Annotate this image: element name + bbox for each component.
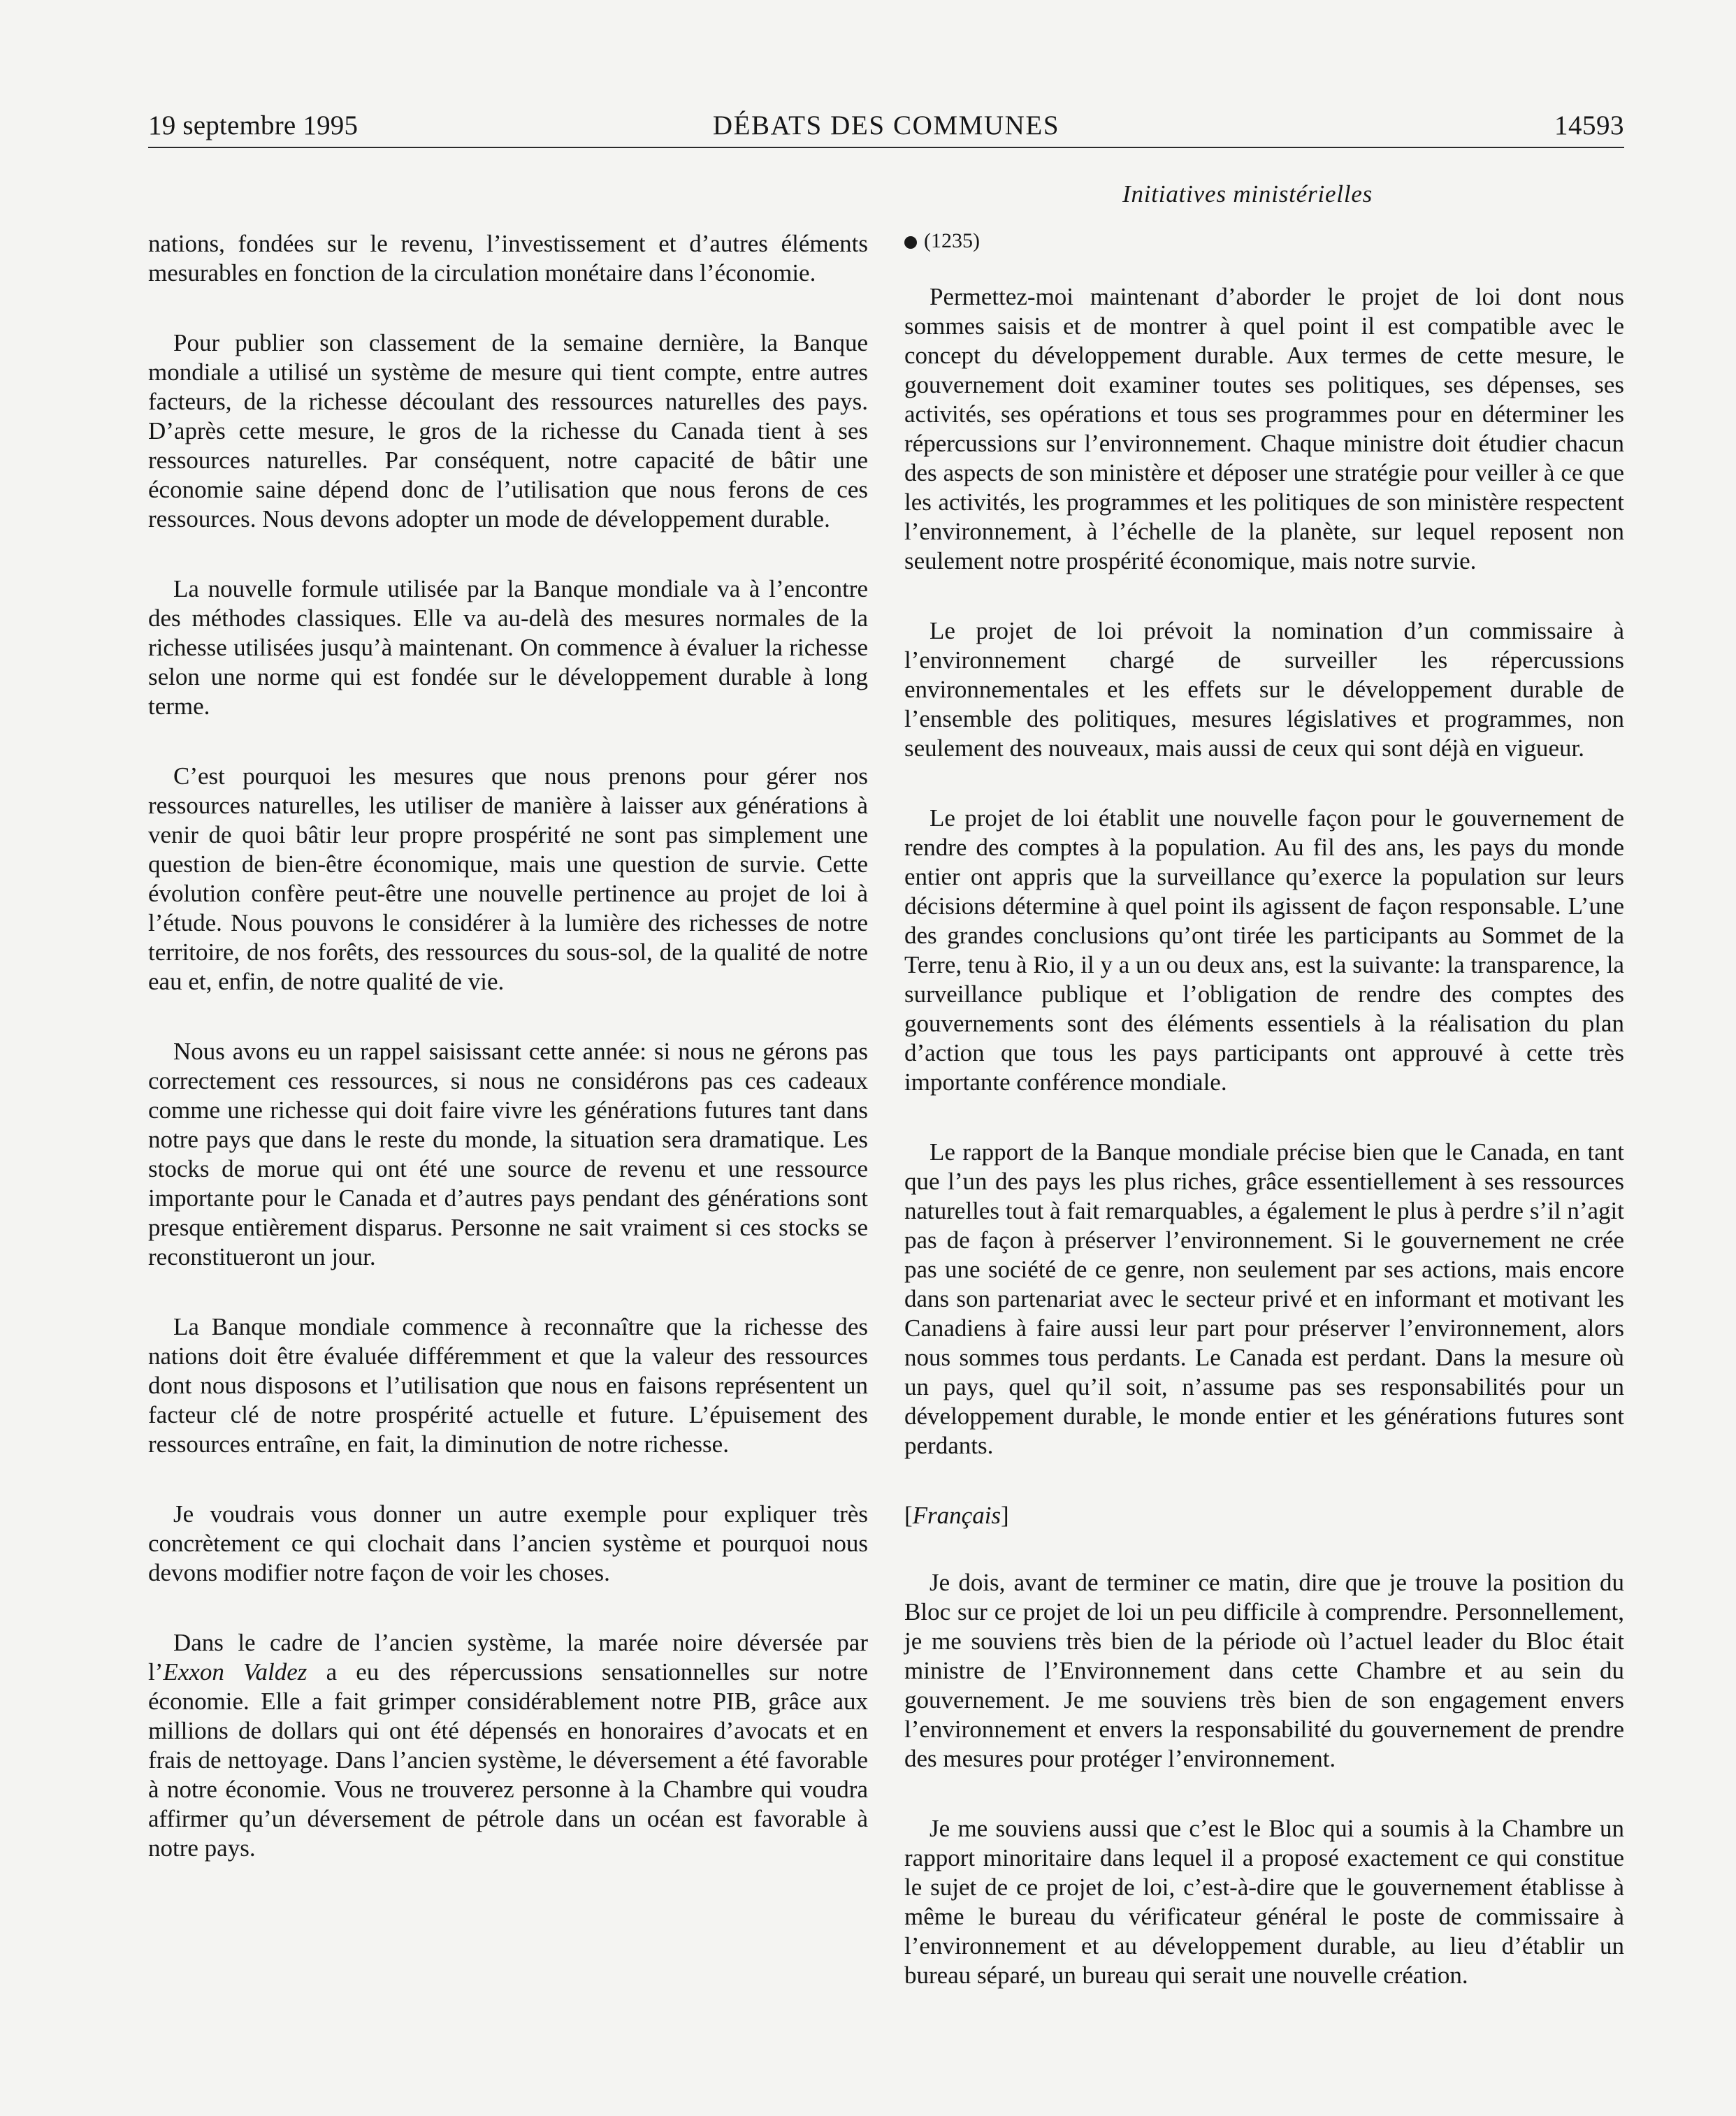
header-title: DÉBATS DES COMMUNES	[712, 110, 1060, 140]
paragraph-exxon-valdez	[148, 1628, 868, 1863]
paragraph-text: Dans le cadre de l’ancien système, la marée noire déversée par l’	[148, 1629, 868, 1686]
language-tag-open: [	[904, 1502, 913, 1529]
page-number: 14593	[1554, 110, 1624, 140]
paragraph: Je dois, avant de terminer ce matin, dire que je trouve la position du Bloc sur ce projet de loi un peu difficile à comprendre. Personnellement, je me souviens très bien de la période où l’actuel leader du Bloc était ministre de l’Environnement dans cette Chambre et au sein du gouvernement. Je me souviens très bien de son engagement envers l’environnement et envers la responsabilité du gouvernement de prendre des mesures pour protéger l’environnement.	[904, 1569, 1624, 1772]
left-column	[148, 229, 868, 1904]
paragraph: La nouvelle formule utilisée par la Banque mondiale va à l’encontre des méthodes classiques. Elle va au-delà des mesures normales de la richesse utilisées jusqu’à maintenant. On commence à évaluer la richesse selon une norme qui est fondée sur le développement durable à long terme.	[148, 575, 868, 720]
paragraph: Le projet de loi prévoit la nomination d’un commissaire à l’environnement chargé de surveiller les répercussions environnementales et les effets sur le développement durable de l’ensemble des politiques, mesures législatives et programmes, non seulement des nouveaux, mais aussi de ceux qui sont déjà en vigueur.	[904, 617, 1624, 762]
page-header	[148, 105, 1624, 148]
right-column	[904, 229, 1624, 2031]
language-tag-close: ]	[1001, 1502, 1009, 1529]
ship-name: Exxon Valdez	[163, 1658, 308, 1686]
paragraph: Je me souviens aussi que c’est le Bloc qui a soumis à la Chambre un rapport minoritaire dans lequel il a proposé exactement ce qui constitue le sujet de ce projet de loi, c’est-à-dire que le gouvernement établisse à même le bureau du vérificateur général le poste de commissaire à l’environnement et au développement durable, au lieu d’établir un bureau séparé, un bureau qui serait une nouvelle création.	[904, 1815, 1624, 1989]
paragraph: Le projet de loi établit une nouvelle façon pour le gouvernement de rendre des comptes à la population. Au fil des ans, les pays du monde entier ont appris que la surveillance qu’exerce la population sur leurs décisions détermine à quel point ils agissent de façon responsable. L’une des grandes conclusions qu’ont tirée les participants au Sommet de la Terre, tenu à Rio, il y a un ou deux ans, est la suivante: la transparence, la surveillance publique et l’obligation de rendre des comptes des gouvernements sont des éléments essentiels à la réalisation du plan d’action que tous les pays participants ont approuvé à cette très importante conférence mondiale.	[904, 804, 1624, 1096]
header-date: 19 septembre 1995	[148, 110, 359, 140]
paragraph-text: a eu des répercussions sensationnelles sur notre économie. Elle a fait grimper considérablement notre PIB, grâce aux millions de dollars qui ont été dépensés en honoraires d’avocats et en frais de nettoyage. Dans l’ancien système, le déversement a été favorable à notre économie. Vous ne trouverez personne à la Chambre qui voudra affirmer qu’un déversement de pétrole dans un océan est favorable à notre pays.	[148, 1658, 869, 1862]
time-marker	[904, 229, 1624, 253]
paragraph: Pour publier son classement de la semaine dernière, la Banque mondiale a utilisé un système de mesure qui tient compte, entre autres facteurs, de la richesse découlant des ressources naturelles des pays. D’après cette mesure, le gros de la richesse du Canada tient à ses ressources naturelles. Par conséquent, notre capacité de bâtir une économie saine dépend donc de l’utilisation que nous ferons de ces ressources. Nous devons adopter un mode de développement durable.	[148, 329, 868, 532]
language-tag	[904, 1501, 1624, 1530]
paragraph: La Banque mondiale commence à reconnaître que la richesse des nations doit être évaluée différemment et que la valeur des ressources dont nous disposons et l’utilisation que nous en faisons représentent un facteur clé de notre prospérité actuelle et future. L’épuisement des ressources entraîne, en fait, la diminution de notre richesse.	[148, 1313, 868, 1458]
bullet-icon	[904, 236, 917, 249]
section-label: Initiatives ministérielles	[1122, 180, 1373, 208]
paragraph: Nous avons eu un rappel saisissant cette année: si nous ne gérons pas correctement ces ressources, si nous ne considérons pas ces cadeaux comme une richesse qui doit faire vivre les générations futures tant dans notre pays que dans le reste du monde, la situation sera dramatique. Les stocks de morue qui ont été une source de revenu et une ressource importante pour le Canada et d’autres pays pendant des générations sont presque entièrement disparus. Personne ne sait vraiment si ces stocks se reconstitueront un jour.	[148, 1038, 868, 1270]
language-tag-text: Français	[912, 1502, 1001, 1529]
time-marker-text: (1235)	[924, 229, 980, 252]
paragraph: Je voudrais vous donner un autre exemple pour expliquer très concrètement ce qui clochait dans l’ancien système et pourquoi nous devons modifier notre façon de voir les choses.	[148, 1500, 868, 1586]
paragraph: Permettez-moi maintenant d’aborder le projet de loi dont nous sommes saisis et de montrer à quel point il est compatible avec le concept du développement durable. Aux termes de cette mesure, le gouvernement doit examiner toutes ses politiques, ses dépenses, ses activités, ses opérations et tous ses programmes pour en déterminer les répercussions sur l’environnement. Chaque ministre doit étudier chacun des aspects de son ministère et déposer une stratégie pour veiller à ce que les activités, les programmes et les politiques de son ministère respectent l’environnement, à l’échelle de la planète, sur lequel reposent non seulement notre prospérité économique, mais notre survie.	[904, 283, 1624, 574]
paragraph: Le rapport de la Banque mondiale précise bien que le Canada, en tant que l’un des pays les plus riches, grâce essentiellement à ses ressources naturelles tout à fait remarquables, a également le plus à perdre s’il n’agit pas de façon à préserver l’environnement. Si le gouvernement ne crée pas une société de ce genre, non seulement par ses actions, mais encore dans son partenariat avec le secteur privé et en informant et motivant les Canadiens à faire aussi leur part pour préserver l’environnement, alors nous sommes tous perdants. Le Canada est perdant. Dans la mesure où un pays, quel qu’il soit, n’assume pas ses responsabilités pour un développement durable, le monde entier et les générations futures sont perdants.	[904, 1138, 1624, 1459]
paragraph: C’est pourquoi les mesures que nous prenons pour gérer nos ressources naturelles, les utiliser de manière à laisser aux générations à venir de quoi bâtir leur propre prospérité ne sont pas simplement une question de bien-être économique, mais une question de survie. Cette évolution confère peut-être une nouvelle pertinence au projet de loi à l’étude. Nous pouvons le considérer à la lumière des richesses de notre territoire, de nos forêts, des ressources du sous-sol, de la qualité de notre eau et, enfin, de notre qualité de vie.	[148, 762, 868, 995]
paragraph: nations, fondées sur le revenu, l’investissement et d’autres éléments mesurables en fonction de la circulation monétaire dans l’économie.	[148, 230, 868, 287]
